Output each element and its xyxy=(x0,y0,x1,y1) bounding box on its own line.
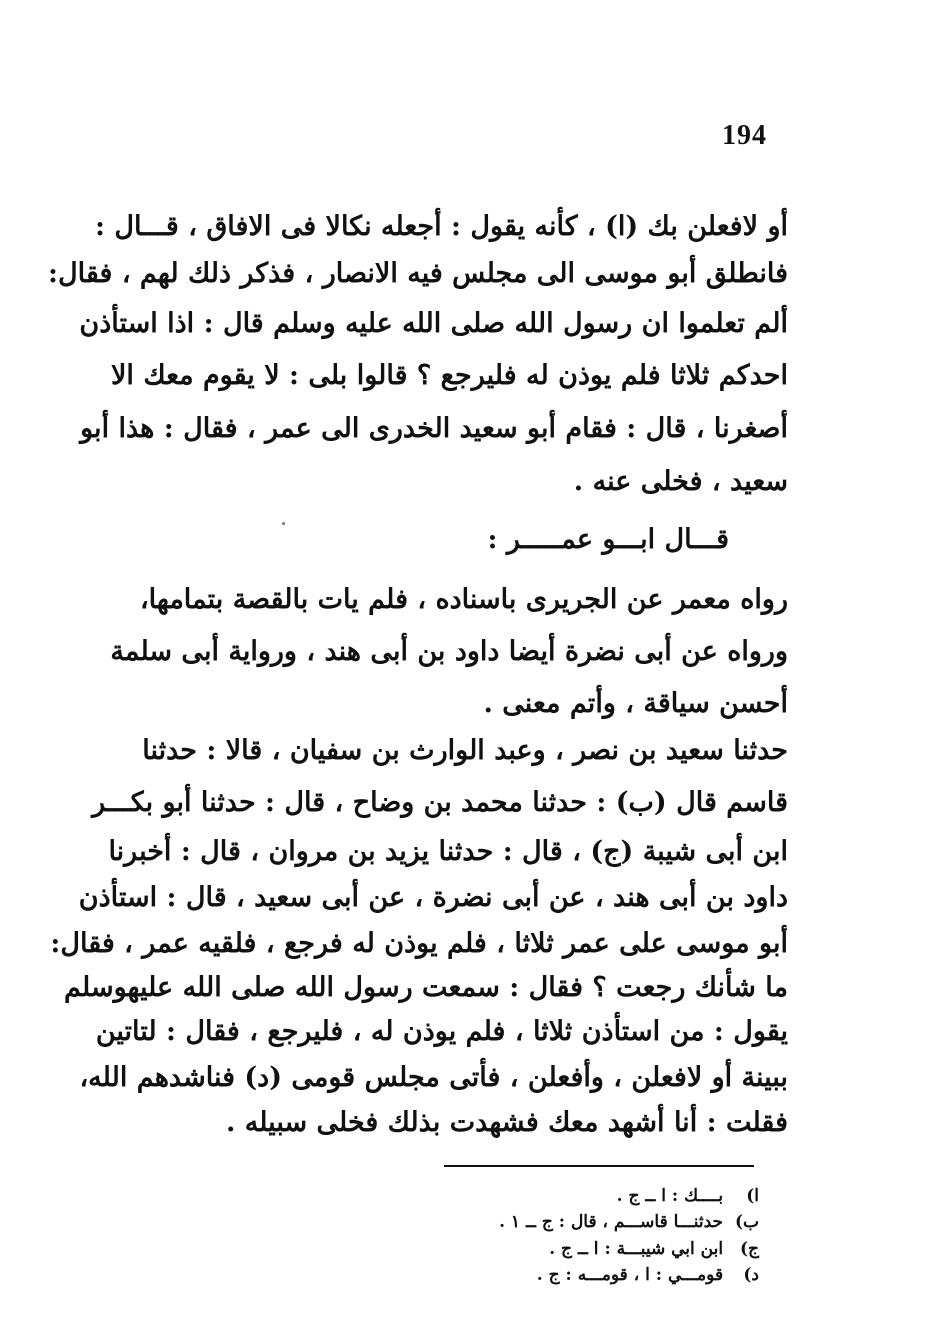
text-line: أحسن سياقة ، وأتم معنى . xyxy=(483,688,788,719)
text-line: احدكم ثلاثا فلم يوذن له فليرجع ؟ قالوا بلى : لا يقوم معك الا xyxy=(111,360,788,391)
text-line: أبو موسى على عمر ثلاثا ، فلم يوذن له فرجع ، فلقيه عمر ، فقال: xyxy=(50,928,788,959)
page-number: 194 xyxy=(722,120,767,151)
text-line: داود بن أبى هند ، عن أبى نضرة ، عن أبى سعيد ، قال : استأذن xyxy=(78,882,788,913)
footnote-text: ابن ابي شيبـــة : ا ــ ج . xyxy=(549,1239,724,1259)
text-line: ما شأنك رجعت ؟ فقال : سمعت رسول الله صلى الله عليهوسلم xyxy=(64,972,788,1003)
text-line: يقول : من استأذن ثلاثا ، فلم يوذن له ، فليرجع ، فقال : لتاتين xyxy=(95,1016,788,1047)
footnote-marker: ج) xyxy=(739,1239,759,1259)
footnote-text: بــــك : ا ــ ج . xyxy=(616,1186,724,1206)
text-line: ابن أبى شيبة (ج) ، قال : حدثنا يزيد بن مروان ، قال : أخبرنا xyxy=(108,836,788,867)
footnote-text: قومـــي : ا ، قومـــه : ج . xyxy=(536,1265,724,1285)
scan-speck xyxy=(282,522,285,525)
text-line: سعيد ، فخلى عنه . xyxy=(573,466,788,497)
footnote xyxy=(537,1265,759,1285)
text-line: ببينة أو لافعلن ، وأفعلن ، فأتى مجلس قومى (د) فناشدهم الله، xyxy=(79,1062,788,1093)
footnote xyxy=(549,1239,759,1259)
footnote xyxy=(617,1186,759,1206)
text-line: ورواه عن أبى نضرة أيضا داود بن أبى هند ، ورواية أبى سلمة xyxy=(110,636,788,667)
text-line: فقلت : أنا أشهد معك فشهدت بذلك فخلى سبيله . xyxy=(225,1107,788,1138)
text-line: فانطلق أبو موسى الى مجلس فيه الانصار ، فذكر ذلك لهم ، فقال: xyxy=(48,258,788,289)
text-line: قاسم قال (ب) : حدثنا محمد بن وضاح ، قال : حدثنا أبو بكـــر xyxy=(92,787,788,818)
text-line: أصغرنا ، قال : فقام أبو سعيد الخدرى الى عمر ، فقال : هذا أبو xyxy=(80,413,788,444)
footnote-marker: د) xyxy=(743,1265,759,1285)
footnote-marker: ب) xyxy=(734,1212,759,1232)
footnote-text: حدثنـــا قاســـم ، قال : ج ــ ١ . xyxy=(499,1212,724,1232)
footnote-marker: ا) xyxy=(746,1186,759,1206)
text-line: حدثنا سعيد بن نصر ، وعبد الوارث بن سفيان ، قالا : حدثنا xyxy=(142,735,788,766)
text-line: أو لافعلن بك (ا) ، كأنه يقول : أجعله نكالا فى الافاق ، قـــال : xyxy=(94,211,788,242)
section-heading: قـــال ابـــو عمـــــر : xyxy=(487,524,729,555)
text-line: ألم تعلموا ان رسول الله صلى الله عليه وسلم قال : اذا استأذن xyxy=(79,308,788,339)
footnote xyxy=(499,1212,759,1232)
footnote-separator xyxy=(444,1165,754,1167)
text-line: رواه معمر عن الجريرى باسناده ، فلم يات بالقصة بتمامها، xyxy=(139,584,788,615)
